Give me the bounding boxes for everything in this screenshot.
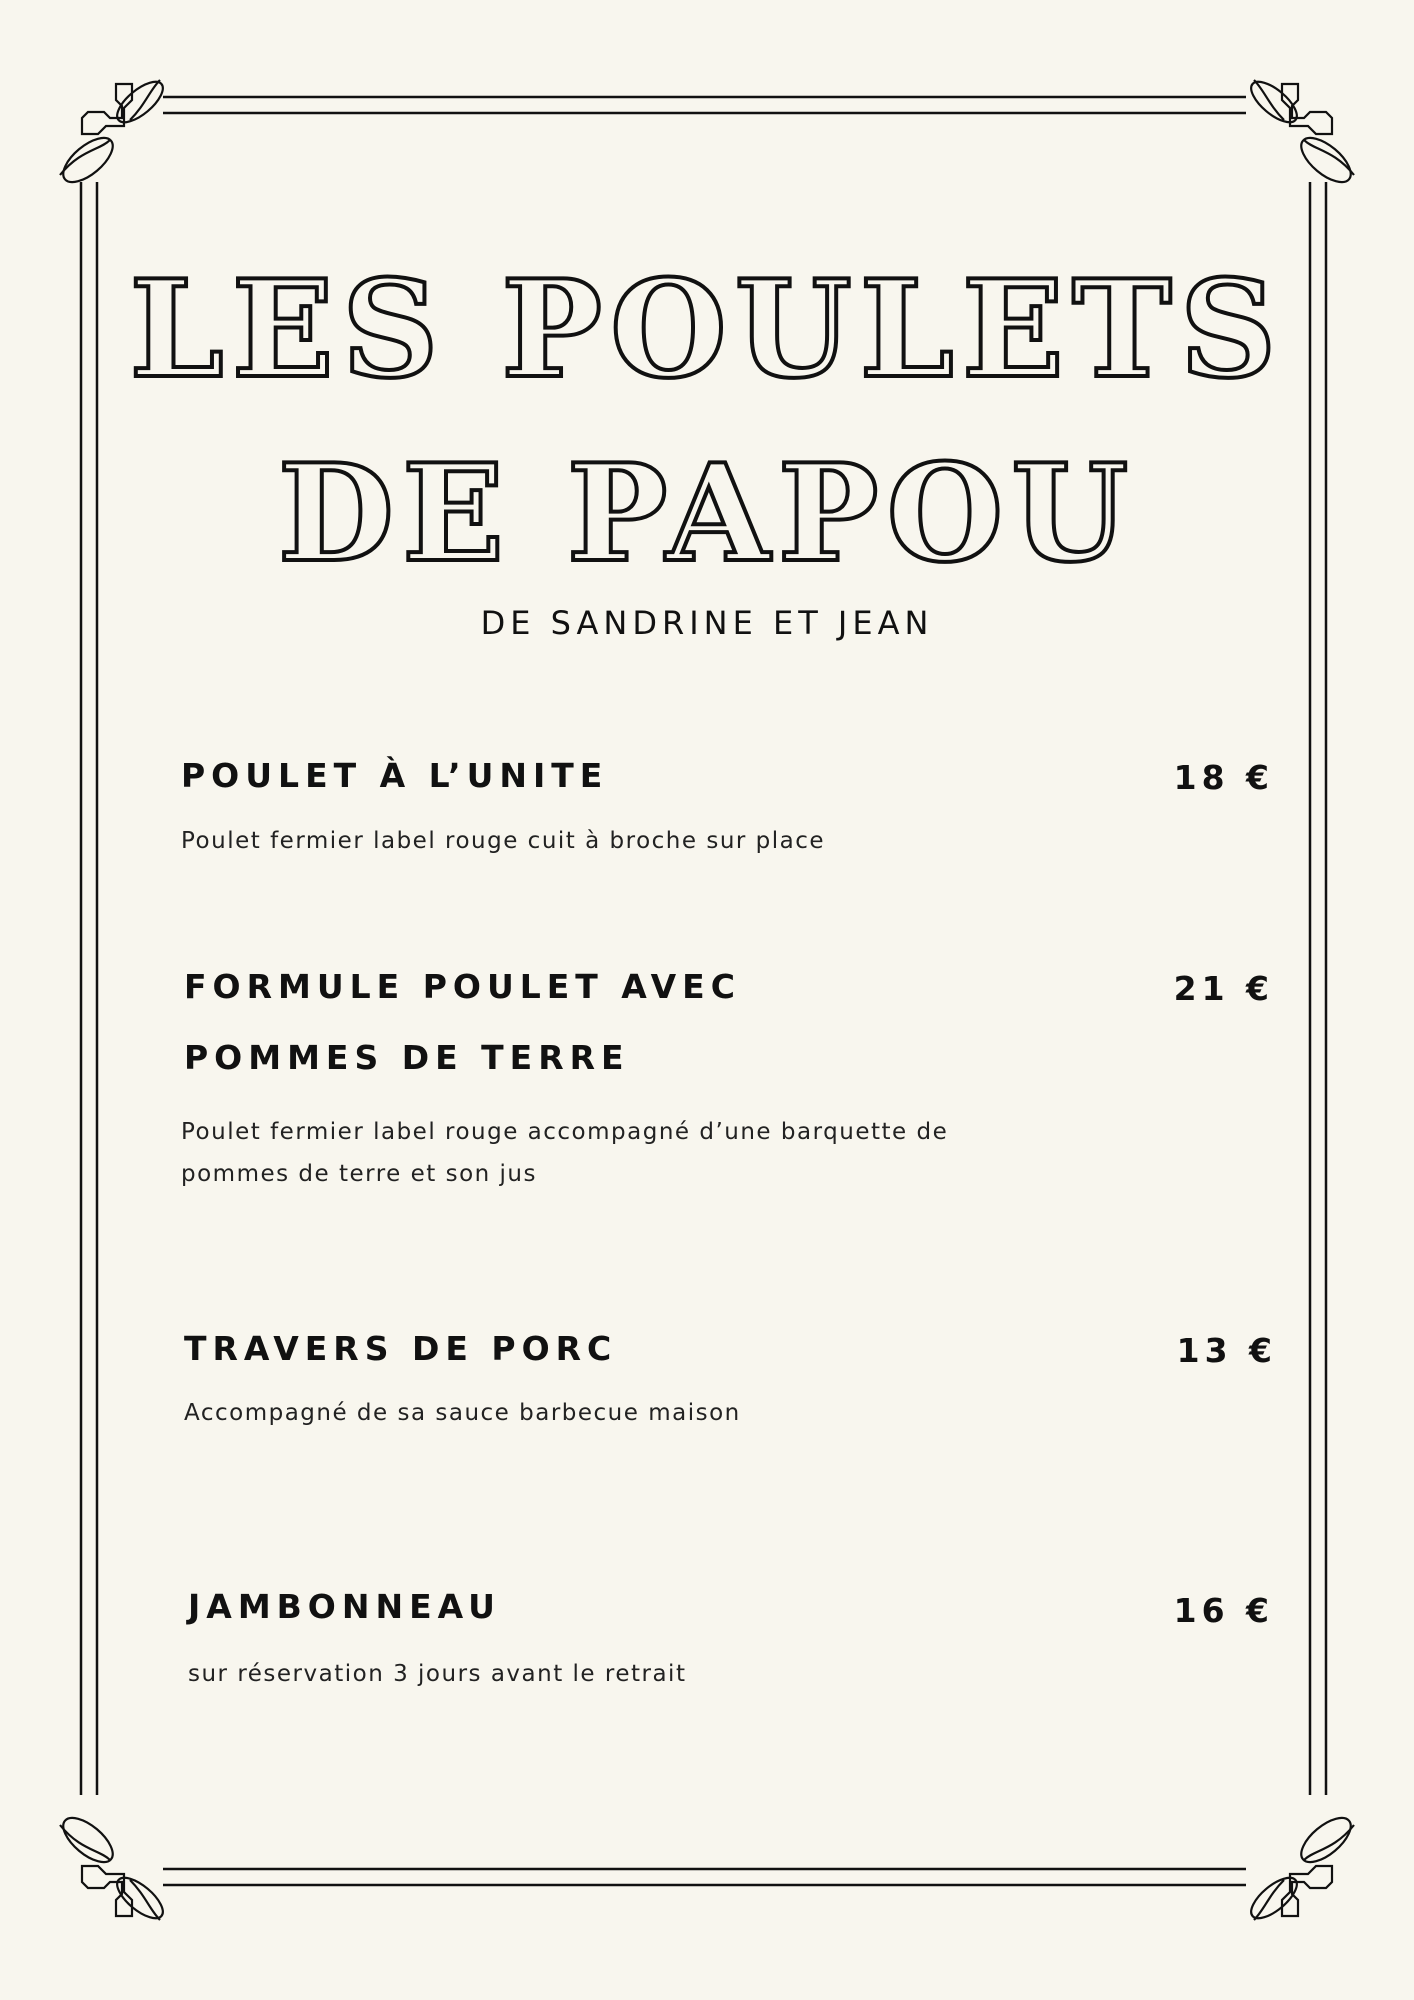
menu-item-name-line-1: FORMULE POULET AVEC (184, 967, 741, 1006)
menu-item-price: 18 € (1173, 758, 1274, 797)
restaurant-title-line-1: LES POULETS (129, 250, 1285, 408)
restaurant-title-line-2: DE PAPOU (277, 434, 1137, 592)
restaurant-subtitle: DE SANDRINE ET JEAN (480, 604, 934, 642)
menu-item-name: TRAVERS DE PORC (184, 1329, 618, 1368)
menu-item-description: sur réservation 3 jours avant le retrait (188, 1661, 687, 1687)
menu-item-price: 13 € (1176, 1331, 1277, 1370)
menu-item-name: POULET À L’UNITE (181, 756, 609, 795)
menu-item-description: Poulet fermier label rouge cuit à broche sur place (181, 828, 826, 854)
menu-item-name-line-2: POMMES DE TERRE (184, 1038, 630, 1077)
menu-item-description: Accompagné de sa sauce barbecue maison (184, 1400, 741, 1426)
menu-item-price: 21 € (1173, 969, 1274, 1008)
menu-item-price: 16 € (1173, 1591, 1274, 1630)
menu-item-description-line-1: Poulet fermier label rouge accompagné d’une barquette de (181, 1119, 949, 1145)
menu-item-name: JAMBONNEAU (188, 1587, 501, 1626)
menu-item-description-line-2: pommes de terre et son jus (181, 1161, 537, 1187)
corner-ornament-icon (56, 75, 169, 190)
